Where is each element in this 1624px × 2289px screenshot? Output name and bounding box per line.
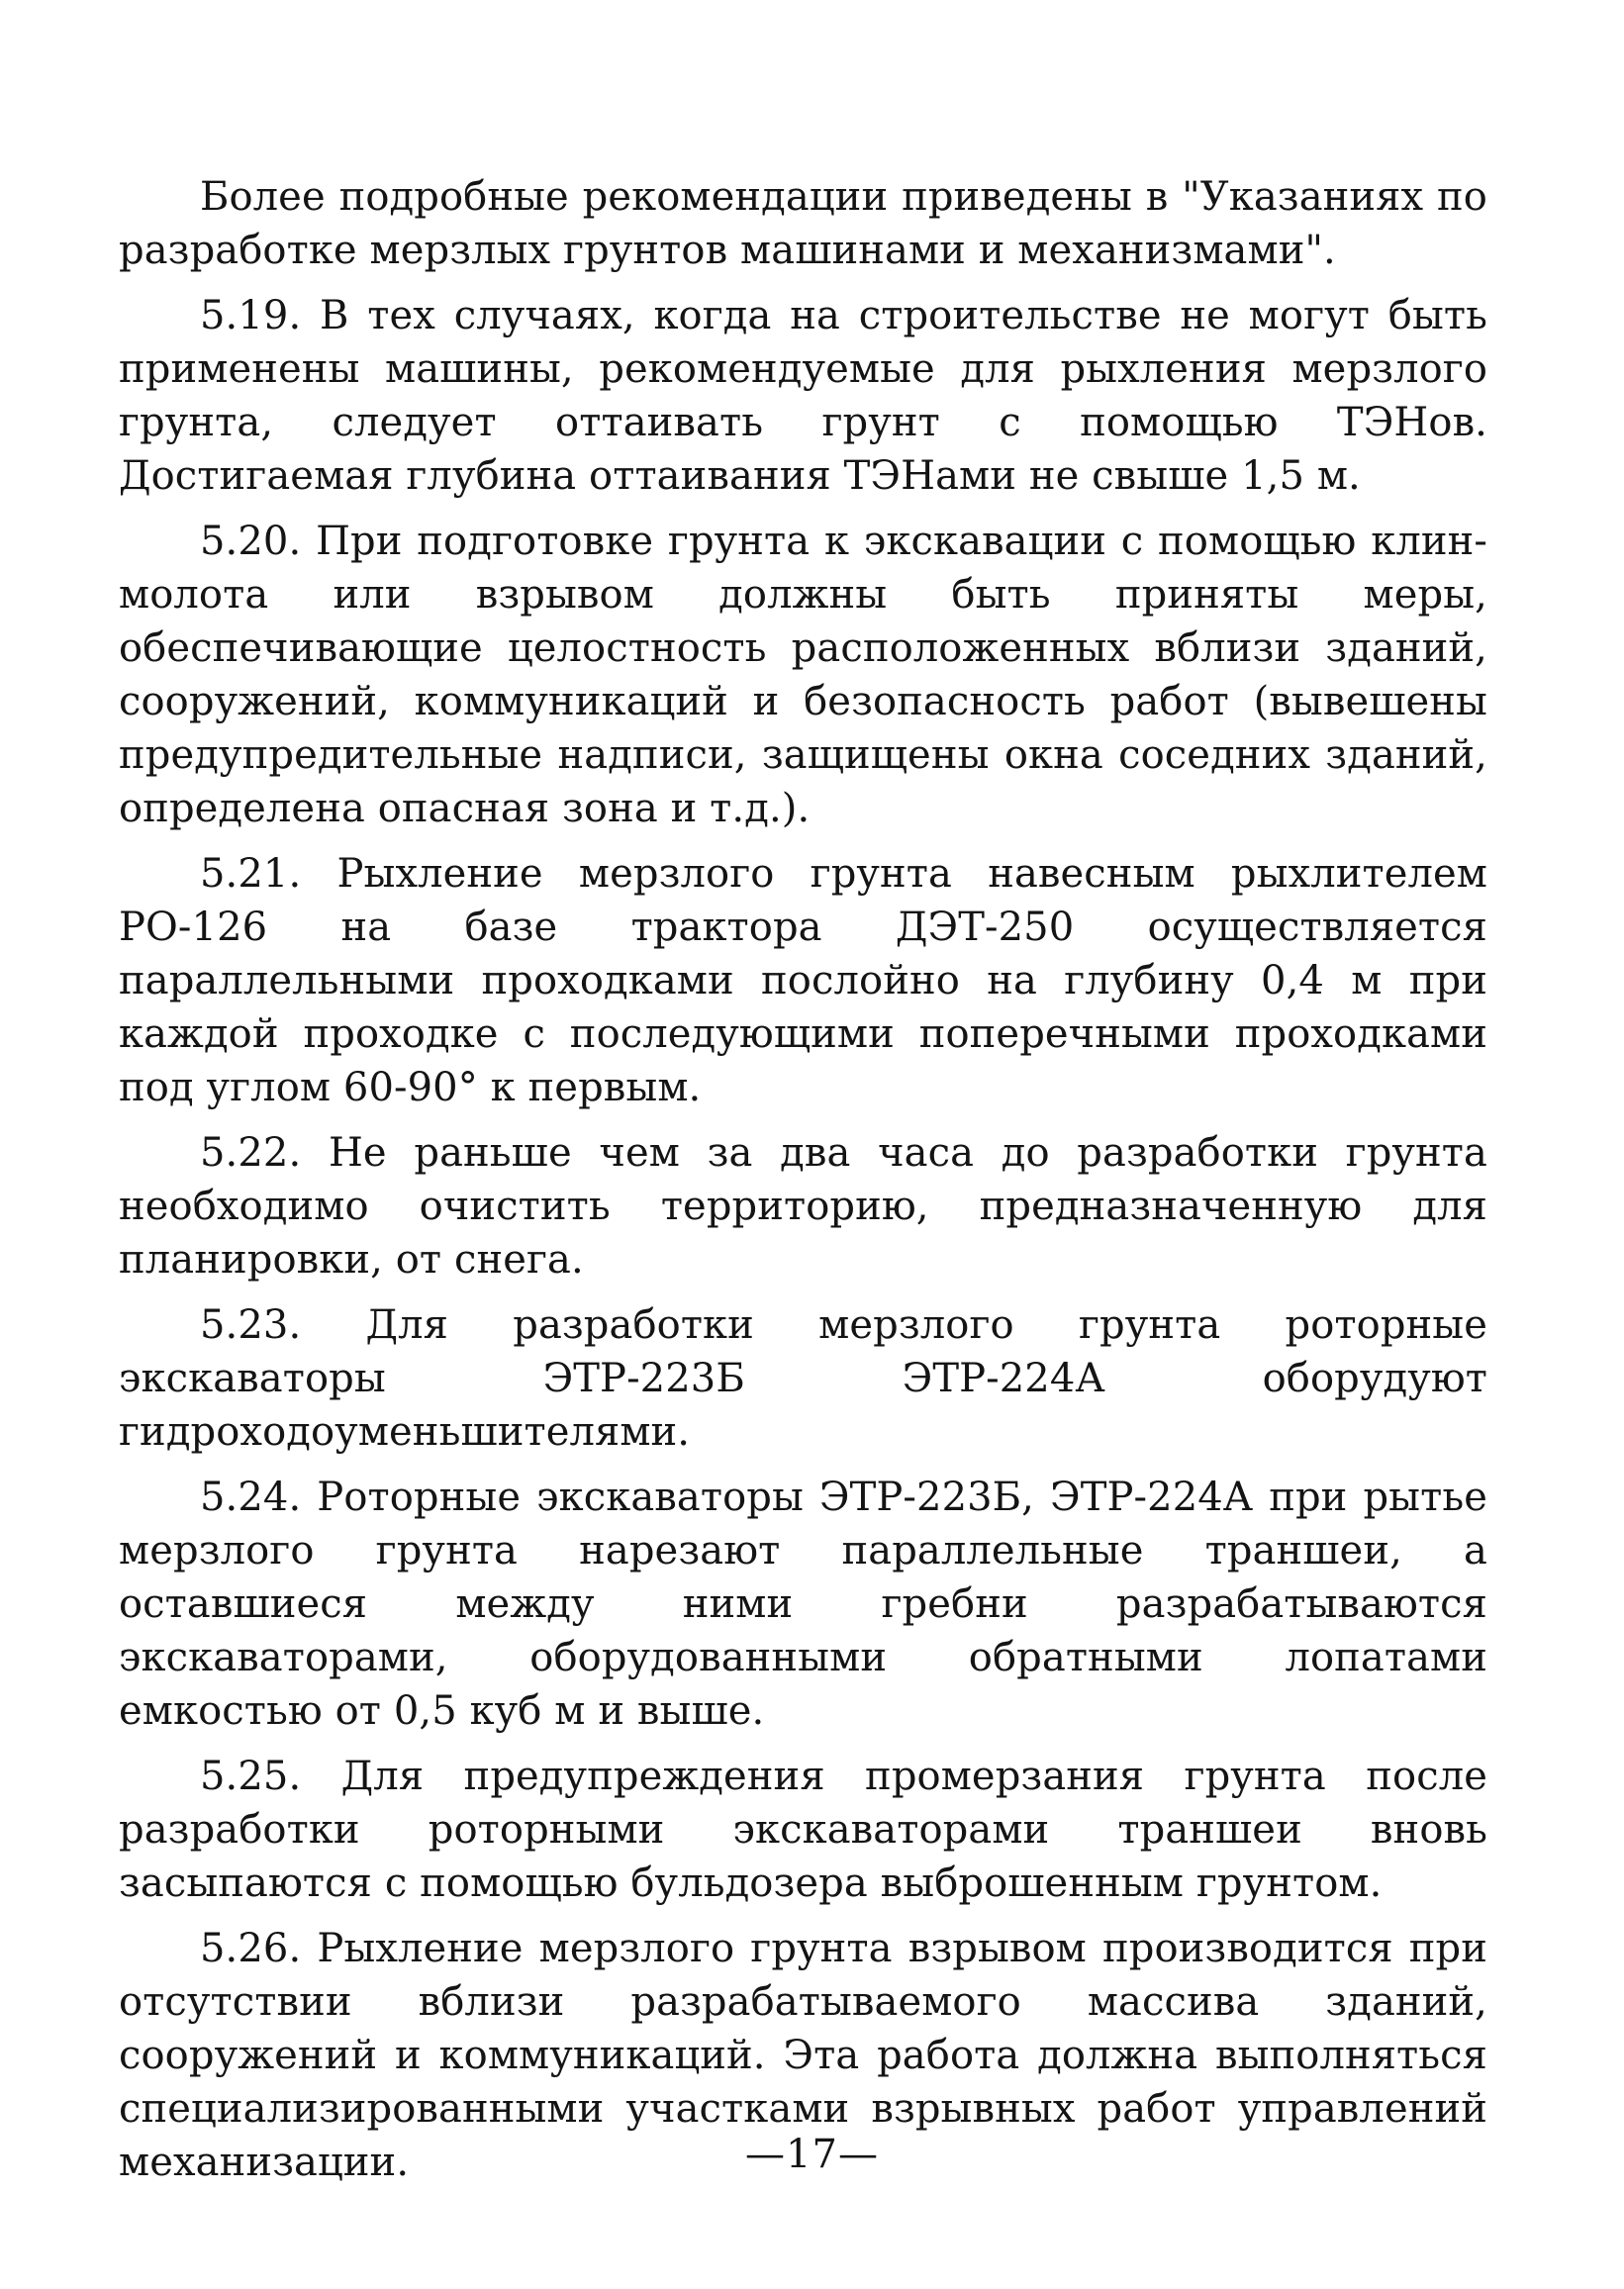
page-number: —17— [745,2132,879,2177]
page-body [119,170,1487,2201]
paragraph-5-22: 5.22. Не раньше чем за два часа до разработки грунта необходимо очистить территорию, предназначенную для планировки, от снега. [119,1130,1487,1283]
paragraph-5-24: 5.24. Роторные экскаваторы ЭТР-223Б, ЭТР-224А при рытье мерзлого грунта нарезают параллельные траншеи, а оставшиеся между ними гребни разрабатываются экскаваторами, оборудованными обратными лопатами емкостью от 0,5 куб м и выше. [119,1475,1487,1734]
paragraph-5-20: 5.20. При подготовке грунта к экскавации с помощью клин-молота или взрывом должны быть приняты меры, обеспечивающие целостность расположенных вблизи зданий, сооружений, коммуникаций и безопасность работ (вывешены предупредительные надписи, защищены окна соседних зданий, определена опасная зона и т.д.). [119,519,1487,831]
paragraph-5-21: 5.21. Рыхление мерзлого грунта навесным рыхлителем РО-126 на базе трактора ДЭТ-250 осуществляется параллельными проходками послойно на глубину 0,4 м при каждой проходке с последующими поперечными проходками под углом 60-90° к первым. [119,851,1487,1110]
paragraph-intro: Более подробные рекомендации приведены в "Указаниях по разработке мерзлых грунтов машинами и механизмами". [119,174,1487,273]
paragraph-5-23: 5.23. Для разработки мерзлого грунта роторные экскаваторы ЭТР-223Б ЭТР-224А оборудуют гидроходоуменьшителями. [119,1302,1487,1455]
paragraph-5-19: 5.19. В тех случаях, когда на строительстве не могут быть применены машины, рекомендуемые для рыхления мерзлого грунта, следует оттаивать грунт с помощью ТЭНов. Достигаемая глубина оттаивания ТЭНами не свыше 1,5 м. [119,293,1487,499]
paragraph-5-26: 5.26. Рыхление мерзлого грунта взрывом производится при отсутствии вблизи разрабатываемого массива зданий, сооружений и коммуникаций. Эта работа должна выполняться специализированными участками взрывных работ управлений механизации. [119,1926,1487,2185]
paragraph-5-25: 5.25. Для предупреждения промерзания грунта после разработки роторными экскаваторами траншеи вновь засыпаются с помощью бульдозера выброшенным грунтом. [119,1754,1487,1906]
